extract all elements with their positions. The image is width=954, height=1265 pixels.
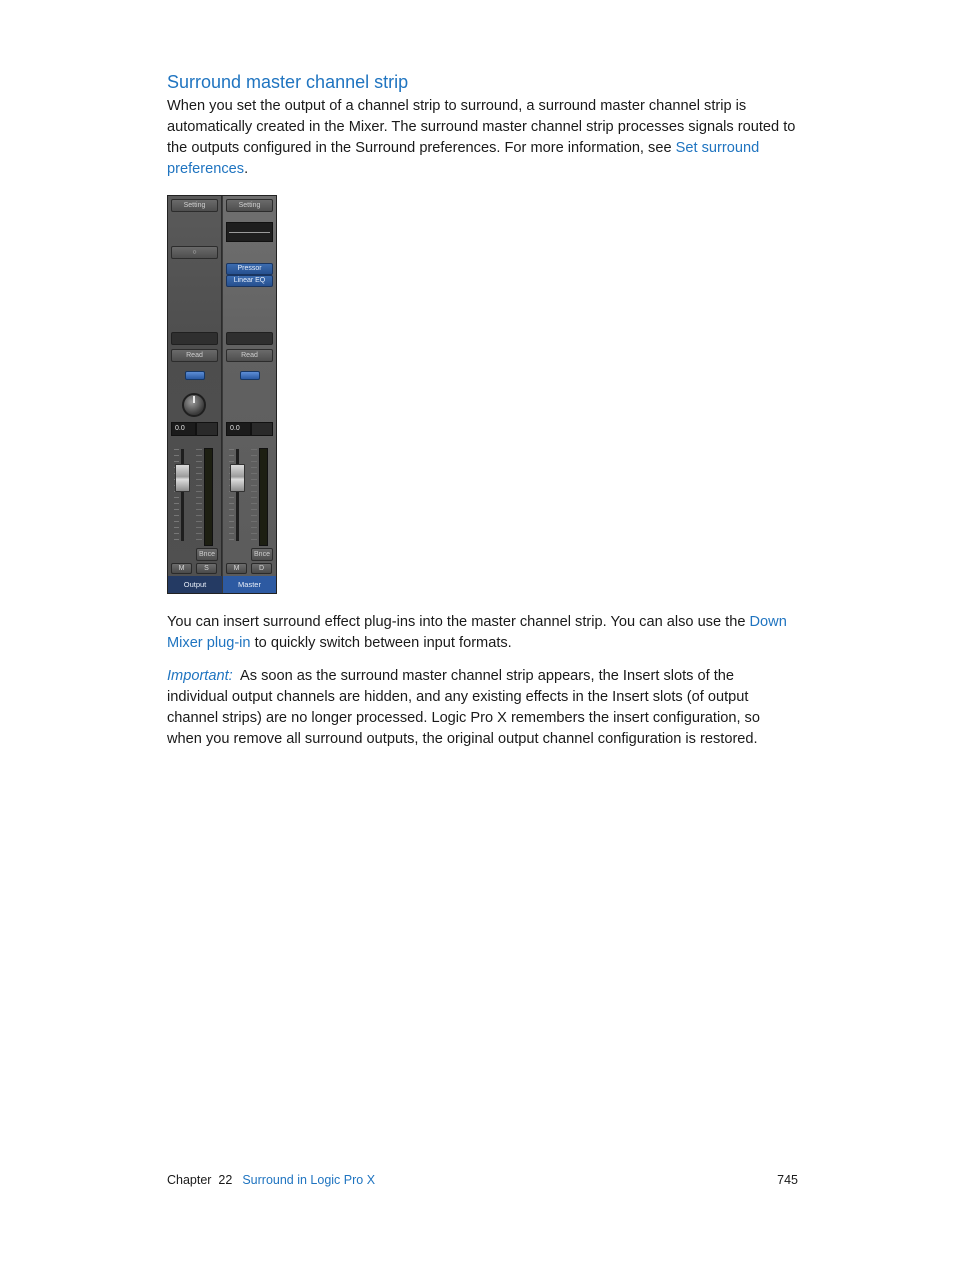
fader-track [181, 449, 184, 541]
level-meter [259, 448, 268, 546]
surround-format-icon[interactable] [185, 371, 205, 380]
solo-button[interactable]: S [196, 563, 217, 574]
bounce-button[interactable]: Bnce [251, 548, 273, 561]
surround-mixer-screenshot [167, 195, 277, 594]
intro-end: . [244, 161, 249, 177]
fader-scale-left [229, 449, 234, 541]
page-number: 745 [777, 1173, 798, 1187]
surround-format-icon[interactable] [240, 371, 260, 380]
section-heading: Surround master channel strip [167, 72, 409, 92]
level-meter [204, 448, 213, 546]
automation-mode-button[interactable]: Read [226, 349, 273, 362]
down-mixer-plugin-link[interactable]: Down Mixer plug-in [167, 614, 787, 651]
volume-display: 0.0 [171, 422, 196, 436]
plugin-slot-pressor[interactable]: Pressor [226, 263, 273, 275]
setting-button[interactable]: Setting [226, 199, 273, 212]
paragraph-2 [167, 612, 797, 654]
chapter-title-link[interactable]: Surround in Logic Pro X [242, 1173, 376, 1187]
bounce-button[interactable]: Bnce [196, 548, 218, 561]
meter-scale [251, 449, 257, 541]
channel-name-output[interactable]: Output [168, 576, 222, 593]
important-label: Important: [167, 668, 233, 684]
paragraph-2-text: You can insert surround effect plug-ins into the master channel strip. You can also use the [167, 614, 750, 630]
volume-fader[interactable] [175, 464, 190, 492]
important-text: As soon as the surround master channel strip appears, the Insert slots of the individual output channels are hidden, and any existing effects in the Insert slots (of output channel strips) are no longer processed. Logic Pro X remembers the insert configuration, so when you remove all surround outputs, the original output channel configuration is restored. [167, 668, 760, 747]
meter-scale [196, 449, 202, 541]
volume-fader[interactable] [230, 464, 245, 492]
pan-knob[interactable] [182, 393, 206, 417]
fader-scale-left [174, 449, 179, 541]
paragraph-2-end: to quickly switch between input formats. [250, 635, 512, 651]
fader-track [236, 449, 239, 541]
dim-button[interactable]: D [251, 563, 272, 574]
chapter-label: Chapter 22 [167, 1173, 233, 1187]
plugin-slot-linear-eq[interactable]: Linear EQ [226, 275, 273, 287]
output-channel-strip [168, 196, 222, 593]
link-icon[interactable]: ○ [171, 246, 218, 259]
peak-display [251, 422, 273, 436]
volume-display: 0.0 [226, 422, 251, 436]
intro-paragraph [167, 96, 797, 180]
mute-button[interactable]: M [226, 563, 247, 574]
intro-text: When you set the output of a channel strip to surround, a surround master channel strip is automatically created in the Mixer. The surround master channel strip processes signals routed to the outputs configured in the Surround preferences. For more information, see [167, 98, 796, 156]
footer-chapter [167, 1173, 375, 1187]
mute-button[interactable]: M [171, 563, 192, 574]
important-note [167, 666, 782, 750]
set-surround-preferences-link[interactable]: Set surround preferences [167, 140, 760, 177]
eq-display[interactable] [226, 222, 273, 242]
send-slot[interactable] [171, 332, 218, 345]
peak-display [196, 422, 218, 436]
master-channel-strip [223, 196, 276, 593]
send-slot[interactable] [226, 332, 273, 345]
channel-name-master[interactable]: Master [223, 576, 276, 593]
setting-button[interactable]: Setting [171, 199, 218, 212]
automation-mode-button[interactable]: Read [171, 349, 218, 362]
